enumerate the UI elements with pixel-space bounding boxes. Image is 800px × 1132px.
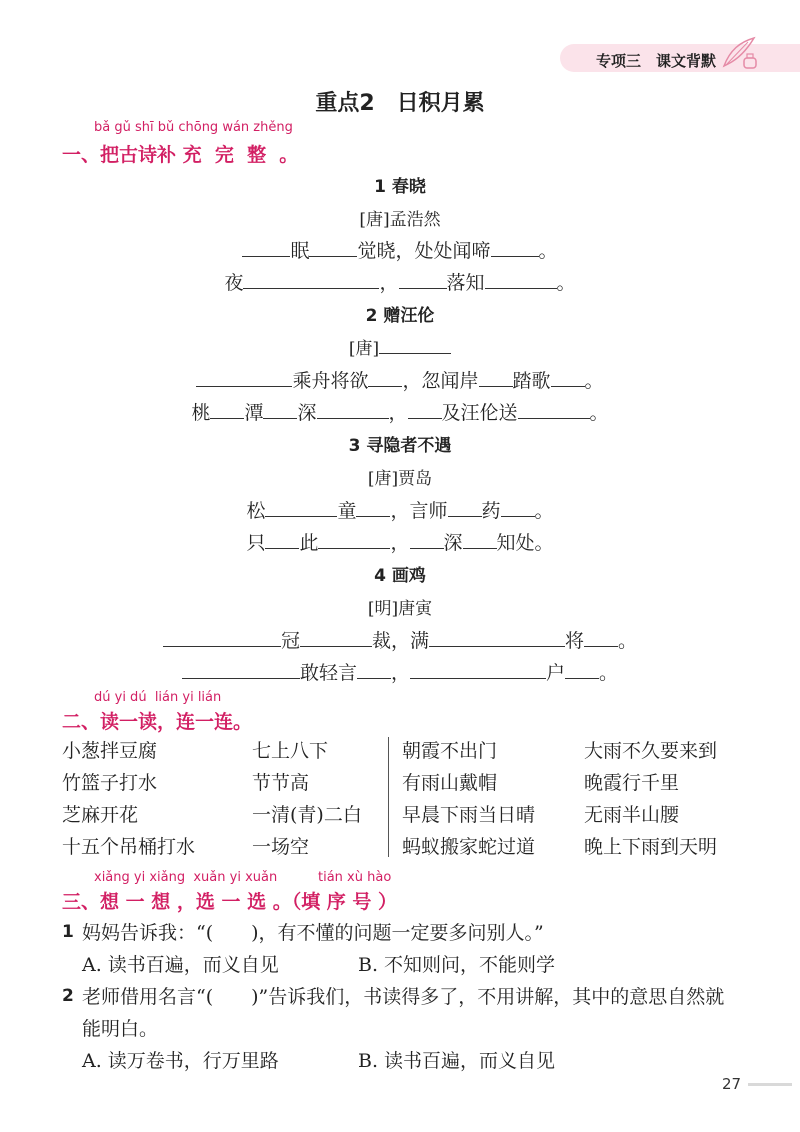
page-number-bar [748, 1083, 792, 1086]
match-item[interactable]: 大雨不久要来到 [584, 740, 718, 762]
poem-line: 敢轻言 ， 户 。 [0, 658, 800, 685]
quill-ink-icon [718, 36, 760, 72]
match-item[interactable]: 蚂蚁搬家蛇过道 [402, 836, 536, 858]
match-item[interactable]: 有雨山戴帽 [402, 772, 498, 794]
part3-heading: 三、想 一 想 ，选 一 选 。（填 序 号 ） [62, 891, 398, 913]
poem-title: 2 赠汪伦 [365, 306, 435, 326]
poem-title: 3 寻隐者不遇 [348, 436, 452, 456]
match-item[interactable]: 芝麻开花 [62, 804, 139, 826]
question-text-cont: 能明白。 [82, 1018, 159, 1040]
question-number: 2 [62, 986, 74, 1006]
part1-pinyin: bǎ gǔ shī bǔ chōng wán zhěng [94, 120, 293, 135]
poem-line: 乘舟将欲 ，忽闻岸 踏歌 。 [0, 366, 800, 393]
part1-heading: 一、把古诗补 充 完 整 。 [62, 144, 299, 166]
poem-title: 4 画鸡 [374, 566, 426, 586]
page-number: 27 [722, 1075, 742, 1093]
option-a[interactable]: A. 读万卷书，行万里路 [82, 1050, 279, 1072]
match-item[interactable]: 一场空 [252, 836, 310, 858]
match-item[interactable]: 竹篮子打水 [62, 772, 158, 794]
page-title: 重点2 日积月累 [315, 91, 485, 116]
question-text: 妈妈告诉我：“( )，有不懂的问题一定要多问别人。” [82, 922, 544, 944]
match-item[interactable]: 十五个吊桶打水 [62, 836, 196, 858]
part3-pinyin-2: tián xù hào [318, 870, 392, 885]
poem-author: [唐]孟浩然 [359, 210, 441, 230]
question-text: 老师借用名言“( )”告诉我们，书读得多了，不用讲解，其中的意思自然就 [82, 986, 725, 1008]
match-item[interactable]: 早晨下雨当日晴 [402, 804, 536, 826]
poem-author: [唐]贾岛 [367, 469, 433, 489]
match-item[interactable]: 节节高 [252, 772, 310, 794]
match-item[interactable]: 晚霞行千里 [584, 772, 680, 794]
poem-line: 眠 觉晓，处处闻啼 。 [0, 236, 800, 263]
part3-pinyin: xiǎng yi xiǎng xuǎn yi xuǎn [94, 870, 278, 885]
match-item[interactable]: 小葱拌豆腐 [62, 740, 158, 762]
header-section: 专项三 [596, 52, 642, 70]
poem-line: 夜 ， 落知 。 [224, 272, 576, 294]
part2-heading: 二、读一读，连一连。 [62, 711, 253, 733]
match-item[interactable]: 七上八下 [252, 740, 329, 762]
poem-title: 1 春晓 [374, 177, 426, 197]
match-item[interactable]: 晚上下雨到天明 [584, 836, 718, 858]
poem-line: 冠 裁，满 将 。 [0, 626, 800, 653]
poem-author: [明]唐寅 [367, 599, 433, 619]
header-topic: 课文背默 [656, 52, 717, 70]
match-item[interactable]: 一清(青)二白 [252, 804, 362, 826]
question-number: 1 [62, 922, 74, 942]
part2-pinyin: dú yi dú lián yi lián [94, 690, 222, 705]
poem-line: 松 童 ，言师 药 。 [246, 500, 554, 522]
header-label [596, 50, 716, 71]
poem-author: [唐] [0, 334, 800, 359]
match-item[interactable]: 无雨半山腰 [584, 804, 680, 826]
option-b[interactable]: B. 读书百遍，而义自见 [358, 1050, 556, 1072]
option-a[interactable]: A. 读书百遍，而义自见 [82, 954, 279, 976]
match-item[interactable]: 朝霞不出门 [402, 740, 498, 762]
column-divider [388, 737, 389, 857]
option-b[interactable]: B. 不知则问，不能则学 [358, 954, 556, 976]
poem-line: 只 此 ， 深 知处。 [246, 532, 554, 554]
poem-line: 桃 潭 深 ， 及汪伦送 。 [191, 402, 609, 424]
